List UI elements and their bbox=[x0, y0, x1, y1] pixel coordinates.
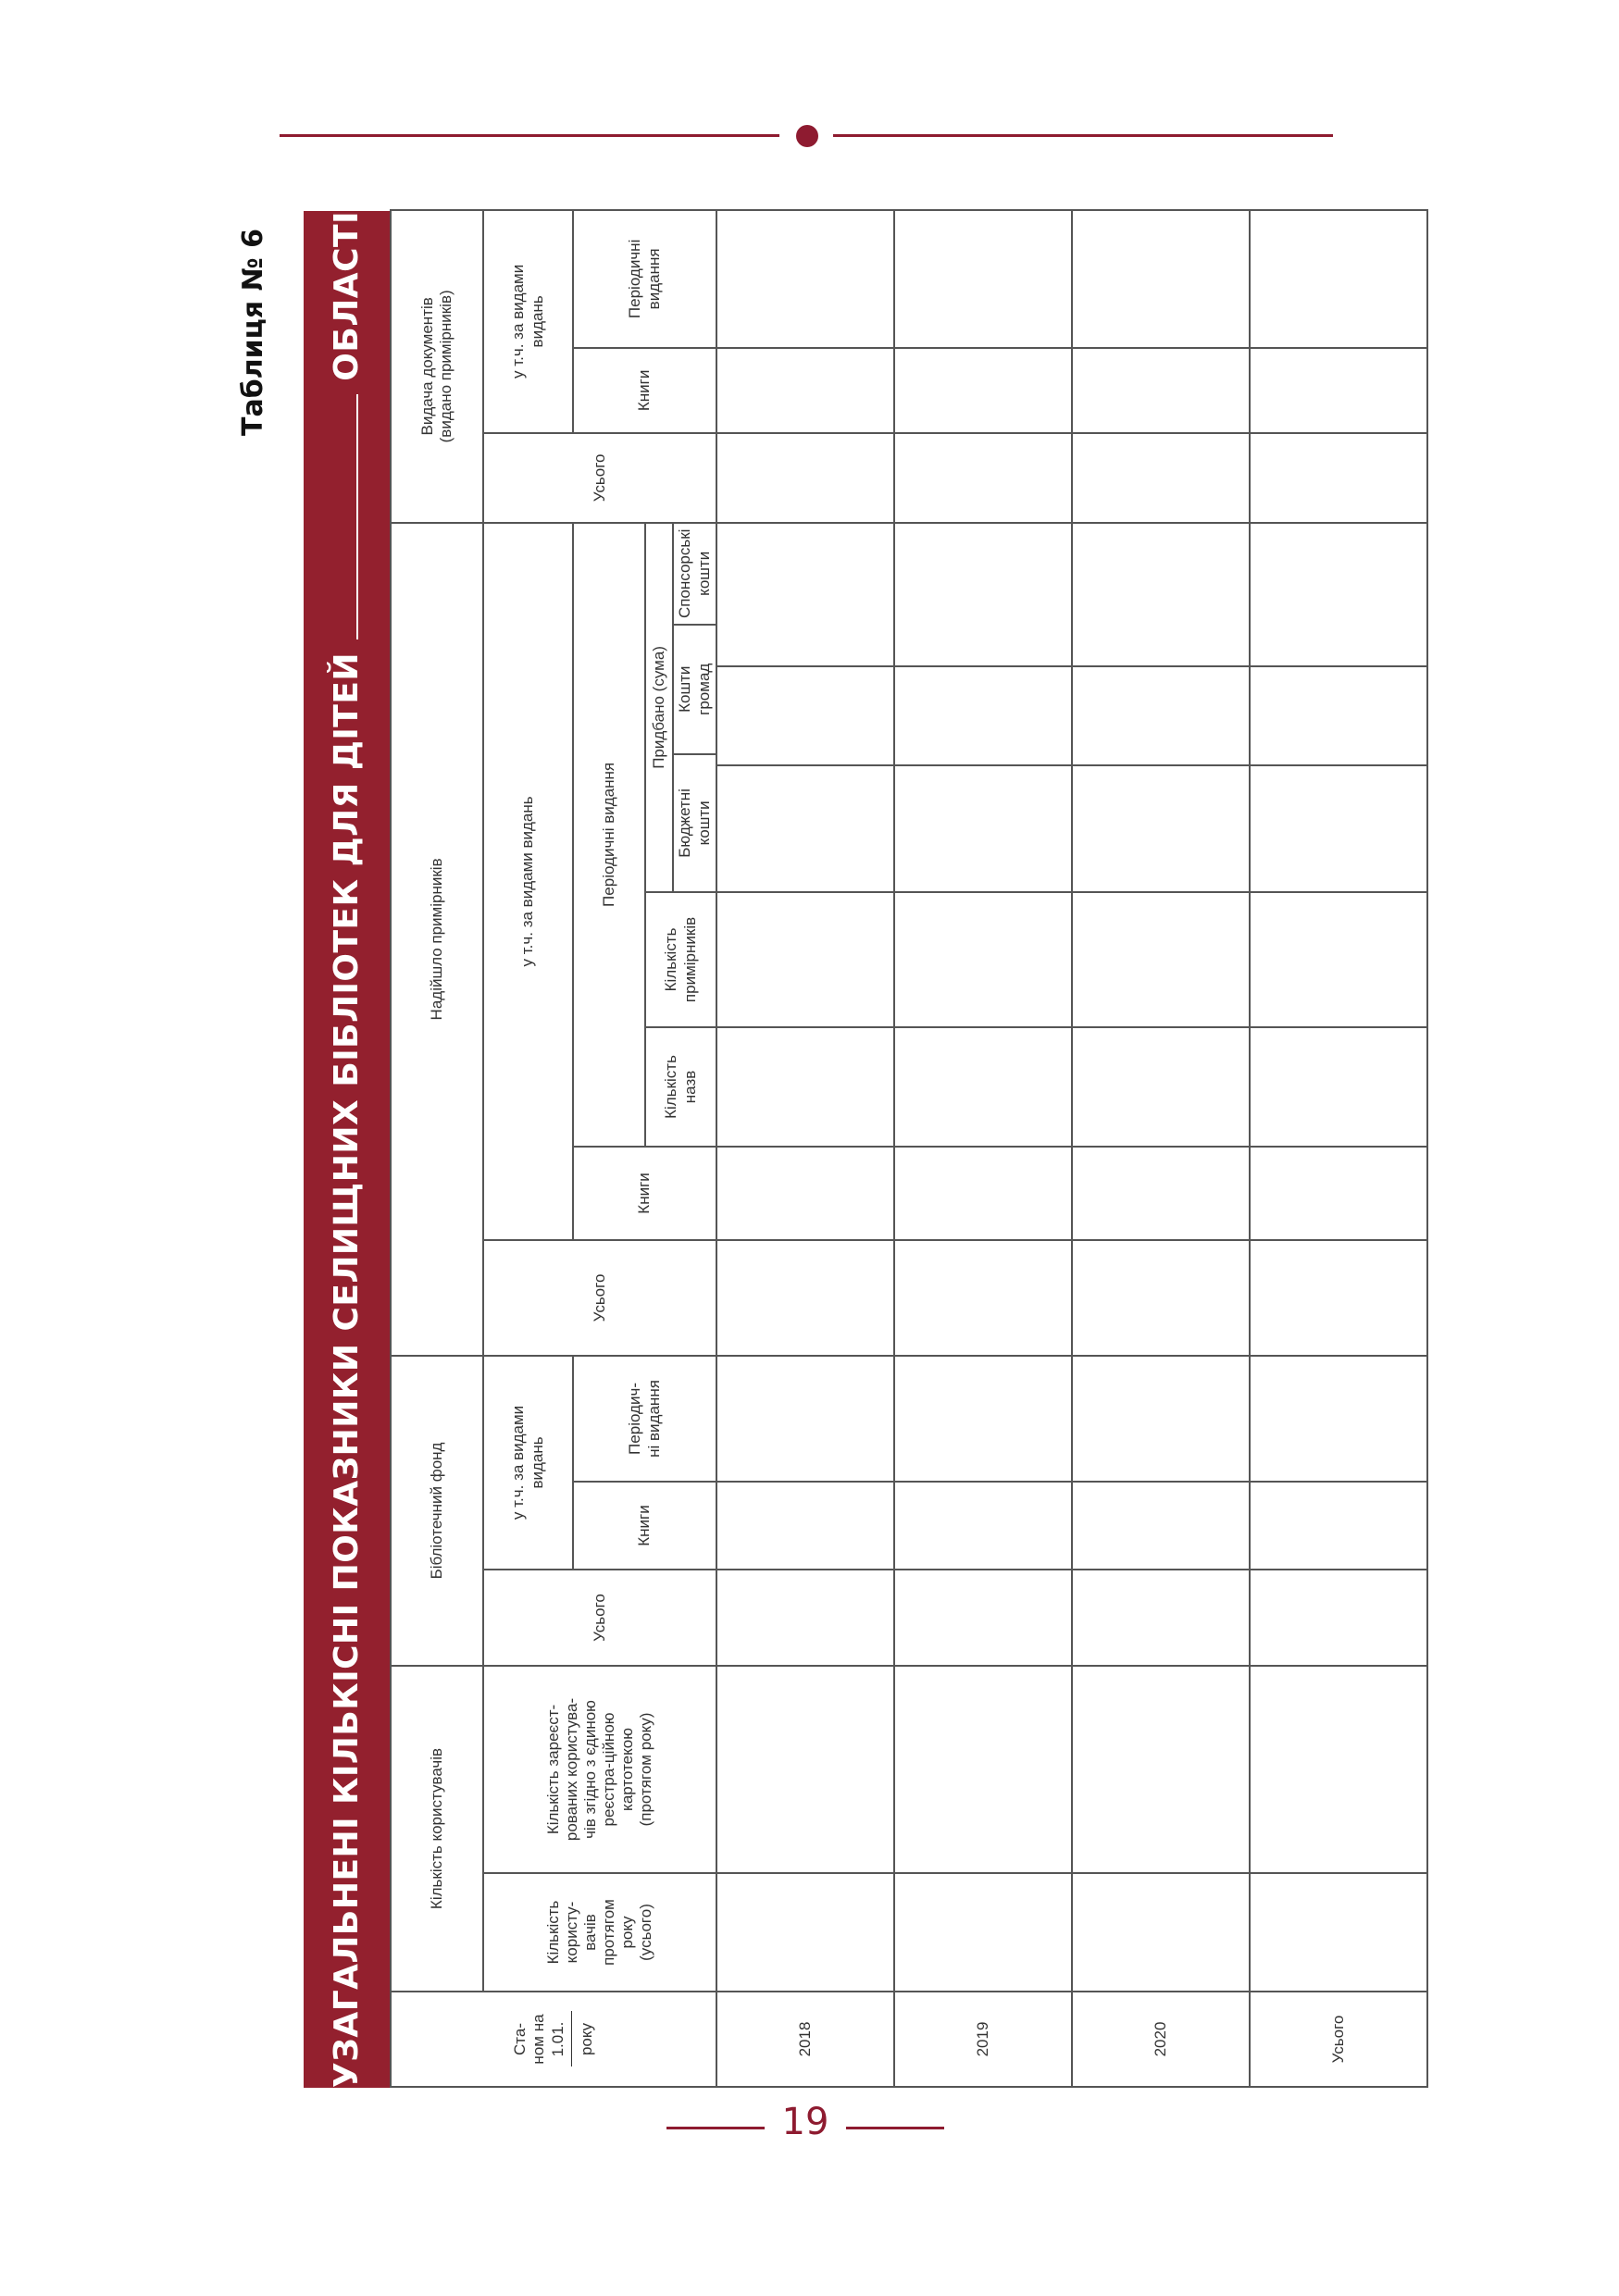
cell-budget-funds[interactable] bbox=[1072, 765, 1250, 892]
header-fund-periodicals: Періодич- ні видання bbox=[573, 1356, 716, 1482]
top-rule-right bbox=[833, 134, 1333, 137]
header-received-titles-count: Кількість назв bbox=[645, 1027, 716, 1147]
header-fund-books: Книги bbox=[573, 1482, 716, 1570]
cell-issued-periodicals[interactable] bbox=[1072, 210, 1250, 348]
cell-sponsor-funds[interactable] bbox=[1072, 523, 1250, 666]
cell-fund-books[interactable] bbox=[716, 1482, 894, 1570]
row-label-total: Усього bbox=[1250, 1992, 1427, 2087]
cell-received-titles[interactable] bbox=[1072, 1027, 1250, 1147]
header-purchased-cell bbox=[645, 523, 716, 892]
row-label-2020: 2020 bbox=[1072, 1992, 1250, 2087]
cell-users-registered[interactable] bbox=[894, 1666, 1072, 1873]
cell-fund-total[interactable] bbox=[1072, 1570, 1250, 1666]
cell-received-titles[interactable] bbox=[716, 1027, 894, 1147]
row-label-2018: 2018 bbox=[716, 1992, 894, 2087]
cell-fund-total[interactable] bbox=[894, 1570, 1072, 1666]
cell-fund-books[interactable] bbox=[894, 1482, 1072, 1570]
cell-received-copies[interactable] bbox=[1250, 892, 1427, 1027]
cell-sponsor-funds[interactable] bbox=[716, 523, 894, 666]
table-row bbox=[716, 210, 894, 2087]
table-row bbox=[1072, 210, 1250, 2087]
cell-issued-periodicals[interactable] bbox=[894, 210, 1072, 348]
header-purchased: Придбано (сума) bbox=[646, 524, 674, 891]
header-users-total: Кількість користу- вачів протягом року (усього) bbox=[483, 1873, 716, 1992]
header-sponsor-funds: Спонсорські кошти bbox=[676, 528, 713, 619]
cell-community-funds[interactable] bbox=[1072, 666, 1250, 765]
cell-received-copies[interactable] bbox=[1072, 892, 1250, 1027]
header-received-books: Книги bbox=[573, 1147, 716, 1240]
header-issued-total: Усього bbox=[483, 433, 716, 523]
cell-fund-periodicals[interactable] bbox=[1250, 1356, 1427, 1482]
cell-budget-funds[interactable] bbox=[1250, 765, 1427, 892]
header-issued-books: Книги bbox=[573, 348, 716, 433]
header-issued-periodicals: Періодичні видання bbox=[573, 210, 716, 348]
cell-issued-books[interactable] bbox=[894, 348, 1072, 433]
cell-community-funds[interactable] bbox=[1250, 666, 1427, 765]
header-received-group: Надійшло примірників bbox=[391, 523, 483, 1356]
header-users-group: Кількість користувачів bbox=[391, 1666, 483, 1992]
cell-fund-periodicals[interactable] bbox=[894, 1356, 1072, 1482]
cell-fund-periodicals[interactable] bbox=[716, 1356, 894, 1482]
row-label-2019: 2019 bbox=[894, 1992, 1072, 2087]
cell-issued-periodicals[interactable] bbox=[716, 210, 894, 348]
table-row bbox=[1250, 210, 1427, 2087]
cell-sponsor-funds[interactable] bbox=[894, 523, 1072, 666]
cell-fund-periodicals[interactable] bbox=[1072, 1356, 1250, 1482]
rotated-table-page bbox=[237, 210, 1466, 2090]
header-received-total: Усього bbox=[483, 1240, 716, 1356]
cell-issued-books[interactable] bbox=[716, 348, 894, 433]
cell-issued-total[interactable] bbox=[894, 433, 1072, 523]
cell-received-books[interactable] bbox=[894, 1147, 1072, 1240]
cell-sponsor-funds[interactable] bbox=[1250, 523, 1427, 666]
header-issued-group: Видача документів (видано примірників) bbox=[391, 210, 483, 523]
header-received-periodicals: Періодичні видання bbox=[573, 523, 645, 1147]
header-users-registered: Кількість зареєст- рованих користува- чів згідно з єдиною реєстра-ційною картотекою (протягом року) bbox=[483, 1666, 716, 1873]
statistics-table bbox=[390, 209, 1428, 2088]
cell-fund-total[interactable] bbox=[1250, 1570, 1427, 1666]
bottom-rule-right bbox=[846, 2127, 944, 2129]
header-stanom bbox=[391, 1992, 716, 2087]
cell-fund-books[interactable] bbox=[1072, 1482, 1250, 1570]
header-stanom-bottom: року bbox=[571, 2012, 596, 2067]
cell-users-registered[interactable] bbox=[1250, 1666, 1427, 1873]
cell-community-funds[interactable] bbox=[716, 666, 894, 765]
cell-budget-funds[interactable] bbox=[894, 765, 1072, 892]
cell-issued-periodicals[interactable] bbox=[1250, 210, 1427, 348]
cell-community-funds[interactable] bbox=[894, 666, 1072, 765]
bottom-rule-left bbox=[666, 2127, 765, 2129]
header-fund-by-type: у т.ч. за видами видань bbox=[483, 1356, 573, 1570]
cell-received-total[interactable] bbox=[716, 1240, 894, 1356]
header-stanom-top: Ста- ном на 1.01. bbox=[511, 2014, 567, 2065]
table-title: УЗАГАЛЬНЕНІ КІЛЬКІСНІ ПОКАЗНИКИ СЕЛИЩНИХ БІБЛІОТЕК ДЛЯ ДІТЕЙ bbox=[328, 652, 366, 2088]
cell-issued-books[interactable] bbox=[1250, 348, 1427, 433]
cell-fund-books[interactable] bbox=[1250, 1482, 1427, 1570]
cell-received-copies[interactable] bbox=[894, 892, 1072, 1027]
header-community-funds: Кошти громад bbox=[674, 624, 715, 753]
cell-received-books[interactable] bbox=[1250, 1147, 1427, 1240]
cell-received-books[interactable] bbox=[1072, 1147, 1250, 1240]
cell-issued-total[interactable] bbox=[1250, 433, 1427, 523]
cell-users-total[interactable] bbox=[894, 1873, 1072, 1992]
cell-received-books[interactable] bbox=[716, 1147, 894, 1240]
cell-budget-funds[interactable] bbox=[716, 765, 894, 892]
cell-users-total[interactable] bbox=[1250, 1873, 1427, 1992]
cell-users-registered[interactable] bbox=[716, 1666, 894, 1873]
cell-users-registered[interactable] bbox=[1072, 1666, 1250, 1873]
header-fund-group: Бібліотечний фонд bbox=[391, 1356, 483, 1666]
table-title-banner bbox=[304, 211, 390, 2088]
cell-issued-total[interactable] bbox=[1072, 433, 1250, 523]
cell-fund-total[interactable] bbox=[716, 1570, 894, 1666]
cell-received-titles[interactable] bbox=[894, 1027, 1072, 1147]
header-budget-funds: Бюджетні кошти bbox=[674, 753, 715, 891]
cell-received-total[interactable] bbox=[894, 1240, 1072, 1356]
header-fund-total: Усього bbox=[483, 1570, 716, 1666]
top-rule-left bbox=[280, 134, 779, 137]
cell-received-total[interactable] bbox=[1250, 1240, 1427, 1356]
header-received-by-type: у т.ч. за видами видань bbox=[483, 523, 573, 1240]
table-title-region: ОБЛАСТІ bbox=[328, 211, 366, 381]
cell-issued-total[interactable] bbox=[716, 433, 894, 523]
cell-received-copies[interactable] bbox=[716, 892, 894, 1027]
cell-users-total[interactable] bbox=[1072, 1873, 1250, 1992]
page-number: 19 bbox=[781, 2101, 829, 2143]
table-label: Таблиця № 6 bbox=[237, 229, 269, 437]
cell-issued-books[interactable] bbox=[1072, 348, 1250, 433]
top-rule-dot bbox=[796, 125, 818, 147]
cell-received-total[interactable] bbox=[1072, 1240, 1250, 1356]
header-received-copies-count: Кількість примірників bbox=[645, 892, 716, 1027]
cell-received-titles[interactable] bbox=[1250, 1027, 1427, 1147]
region-blank-line bbox=[336, 394, 358, 639]
cell-users-total[interactable] bbox=[716, 1873, 894, 1992]
header-issued-by-type: у т.ч. за видами видань bbox=[483, 210, 573, 433]
table-row bbox=[894, 210, 1072, 2087]
